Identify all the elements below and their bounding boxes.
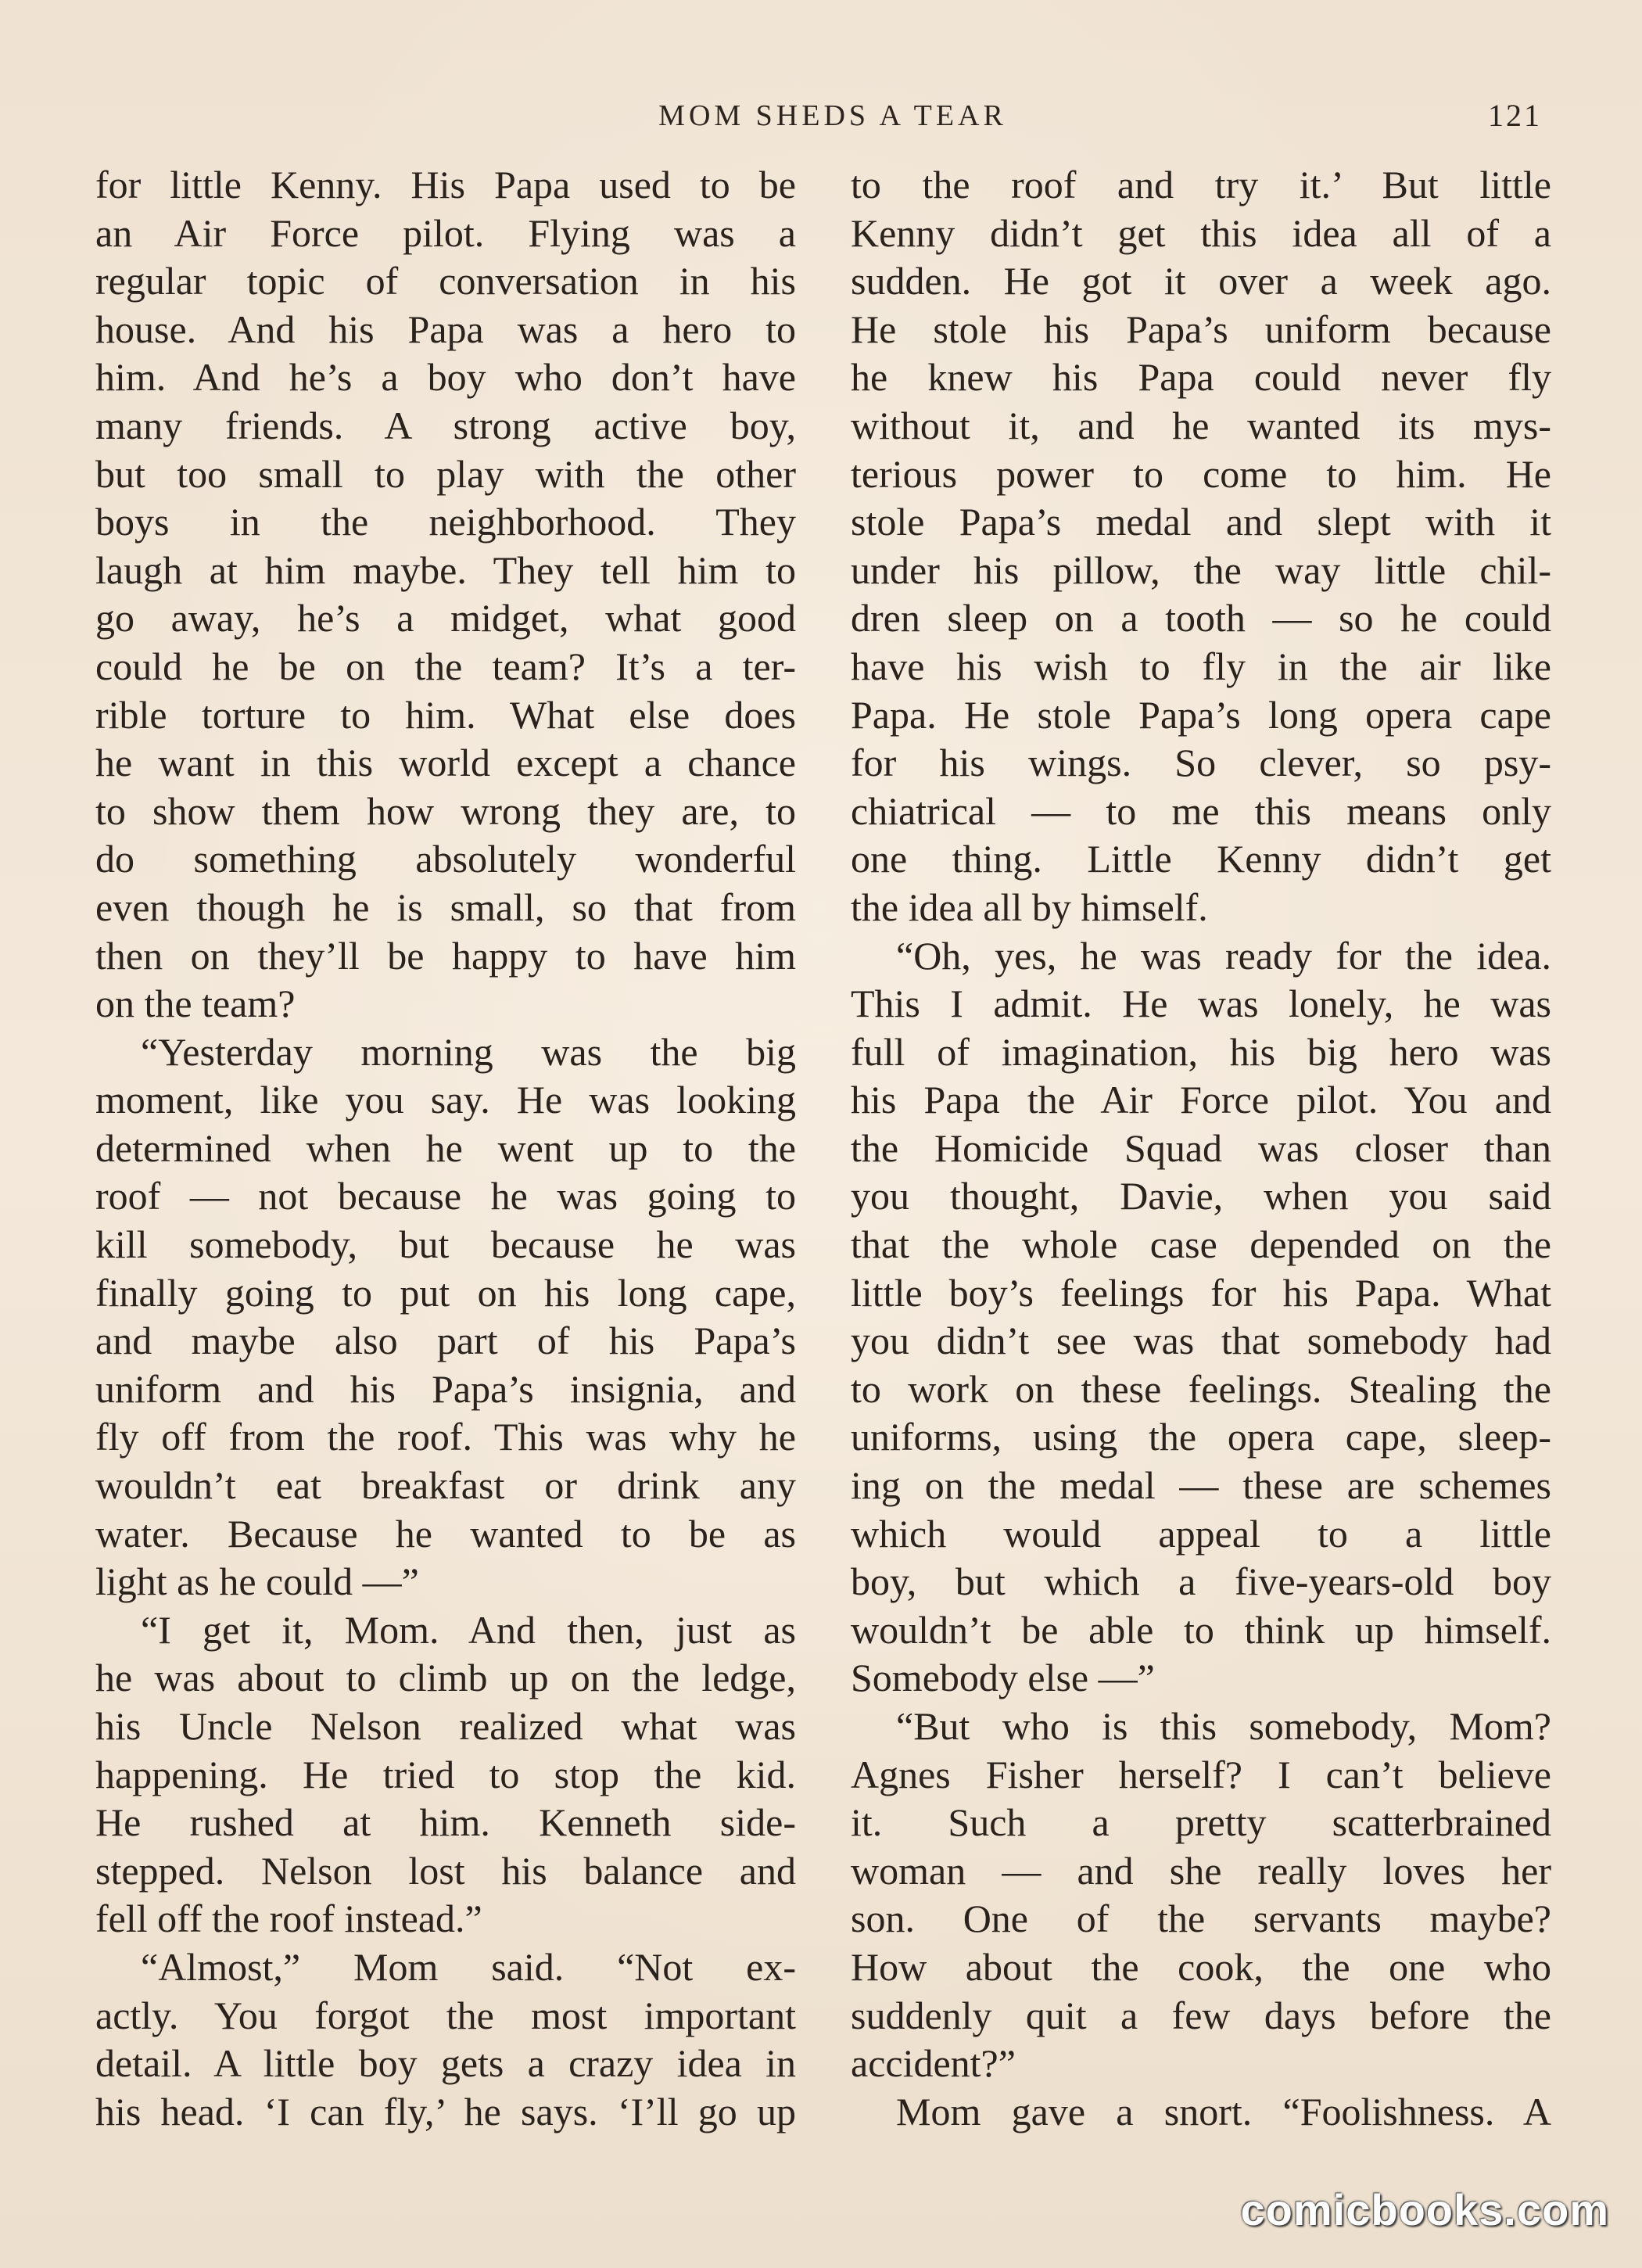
text-line: rible torture to him. What else does [95, 692, 796, 737]
text-column-left [95, 161, 796, 2136]
text-line: How about the cook, the one who [851, 1944, 1551, 1989]
text-line: an Air Force pilot. Flying was a [95, 210, 796, 255]
text-line: he want in this world except a chance [95, 741, 796, 785]
text-line: chiatrical — to me this means only [851, 788, 1551, 833]
text-line: and maybe also part of his Papa’s [95, 1319, 796, 1363]
text-line: This I admit. He was lonely, he was [851, 981, 1551, 1026]
text-line: “I get it, Mom. And then, just as [141, 1607, 796, 1652]
text-line: woman — and she really loves her [851, 1848, 1551, 1893]
text-line: to show them how wrong they are, to [95, 788, 796, 833]
text-line: light as he could —” [95, 1559, 419, 1604]
text-line: detail. A little boy gets a crazy idea in [95, 2041, 796, 2086]
text-line: have his wish to fly in the air like [851, 644, 1551, 688]
text-line: little boy’s feelings for his Papa. What [851, 1270, 1551, 1315]
text-line: full of imagination, his big hero was [851, 1029, 1551, 1074]
text-line: many friends. A strong active boy, [95, 403, 796, 447]
text-line: stepped. Nelson lost his balance and [95, 1848, 796, 1893]
text-line: “But who is this somebody, Mom? [896, 1704, 1551, 1748]
text-line: Papa. He stole Papa’s long opera cape [851, 692, 1551, 737]
text-line: suddenly quit a few days before the [851, 1993, 1551, 2037]
text-line: roof — not because he was going to [95, 1174, 796, 1218]
text-line: determined when he went up to the [95, 1125, 796, 1170]
text-line: the idea all by himself. [851, 885, 1208, 929]
text-line: accident?” [851, 2041, 1016, 2086]
text-line: wouldn’t eat breakfast or drink any [95, 1463, 796, 1508]
text-line: you thought, Davie, when you said [851, 1174, 1551, 1218]
text-line: on the team? [95, 981, 296, 1026]
running-title: MOM SHEDS A TEAR [658, 99, 1007, 132]
text-line: but too small to play with the other [95, 451, 796, 496]
text-line: uniforms, using the opera cape, sleep- [851, 1415, 1551, 1459]
text-line: fell off the roof instead.” [95, 1897, 482, 1941]
text-line: his Papa the Air Force pilot. You and [851, 1078, 1551, 1122]
text-line: without it, and he wanted its mys- [851, 403, 1551, 447]
text-line: the Homicide Squad was closer than [851, 1125, 1551, 1170]
text-line: you didn’t see was that somebody had [851, 1319, 1551, 1363]
text-line: sudden. He got it over a week ago. [851, 259, 1551, 303]
text-line: fly off from the roof. This was why he [95, 1415, 796, 1459]
text-line: for little Kenny. His Papa used to be [95, 163, 796, 206]
text-line: could he be on the team? It’s a ter- [95, 644, 796, 688]
text-line: water. Because he wanted to be as [95, 1511, 796, 1556]
text-line: his head. ‘I can fly,’ he says. ‘I’ll go up [95, 2089, 796, 2133]
text-line: actly. You forgot the most important [95, 1993, 796, 2037]
text-line: “Yesterday morning was the big [141, 1029, 796, 1074]
text-line: house. And his Papa was a hero to [95, 307, 796, 351]
text-line: his Uncle Nelson realized what was [95, 1704, 796, 1748]
text-line: do something absolutely wonderful [95, 837, 796, 881]
text-line: that the whole case depended on the [851, 1222, 1551, 1267]
text-line: son. One of the servants maybe? [851, 1897, 1551, 1941]
page-number: 121 [1488, 98, 1542, 133]
text-line: “Almost,” Mom said. “Not ex- [141, 1944, 796, 1989]
text-line: to the roof and try it.’ But little [851, 163, 1551, 206]
text-line: he knew his Papa could never fly [851, 355, 1551, 400]
text-line: Mom gave a snort. “Foolishness. A [896, 2089, 1551, 2133]
watermark: comicbooks.com [1240, 2185, 1609, 2234]
text-line: He rushed at him. Kenneth side- [95, 1800, 796, 1845]
text-column-right [851, 161, 1551, 2136]
text-line: even though he is small, so that from [95, 885, 796, 929]
text-line: boys in the neighborhood. They [95, 500, 796, 544]
text-line: moment, like you say. He was looking [95, 1078, 796, 1122]
text-line: him. And he’s a boy who don’t have [95, 355, 796, 400]
text-line: ing on the medal — these are schemes [851, 1463, 1551, 1508]
text-line: to work on these feelings. Stealing the [851, 1366, 1551, 1411]
text-line: for his wings. So clever, so psy- [851, 741, 1551, 785]
text-line: Agnes Fisher herself? I can’t believe [851, 1752, 1551, 1796]
text-line: “Oh, yes, he was ready for the idea. [896, 933, 1551, 978]
text-line: terious power to come to him. He [851, 451, 1551, 496]
text-line: he was about to climb up on the ledge, [95, 1656, 796, 1700]
text-line: go away, he’s a midget, what good [95, 596, 796, 641]
text-line: laugh at him maybe. They tell him to [95, 547, 796, 592]
text-line: it. Such a pretty scatterbrained [851, 1800, 1551, 1845]
text-line: happening. He tried to stop the kid. [95, 1752, 796, 1796]
text-line: stole Papa’s medal and slept with it [851, 500, 1551, 544]
text-line: uniform and his Papa’s insignia, and [95, 1366, 796, 1411]
text-line: then on they’ll be happy to have him [95, 933, 796, 978]
text-line: under his pillow, the way little chil- [851, 547, 1551, 592]
text-line: Somebody else —” [851, 1656, 1155, 1700]
text-line: wouldn’t be able to think up himself. [851, 1607, 1551, 1652]
text-line: one thing. Little Kenny didn’t get [851, 837, 1551, 881]
text-line: boy, but which a five-years-old boy [851, 1559, 1551, 1604]
text-line: He stole his Papa’s uniform because [851, 307, 1551, 351]
text-line: kill somebody, but because he was [95, 1222, 796, 1267]
text-line: finally going to put on his long cape, [95, 1270, 796, 1315]
text-line: regular topic of conversation in his [95, 259, 796, 303]
text-line: Kenny didn’t get this idea all of a [851, 210, 1551, 255]
text-line: dren sleep on a tooth — so he could [851, 596, 1551, 641]
text-line: which would appeal to a little [851, 1511, 1551, 1556]
